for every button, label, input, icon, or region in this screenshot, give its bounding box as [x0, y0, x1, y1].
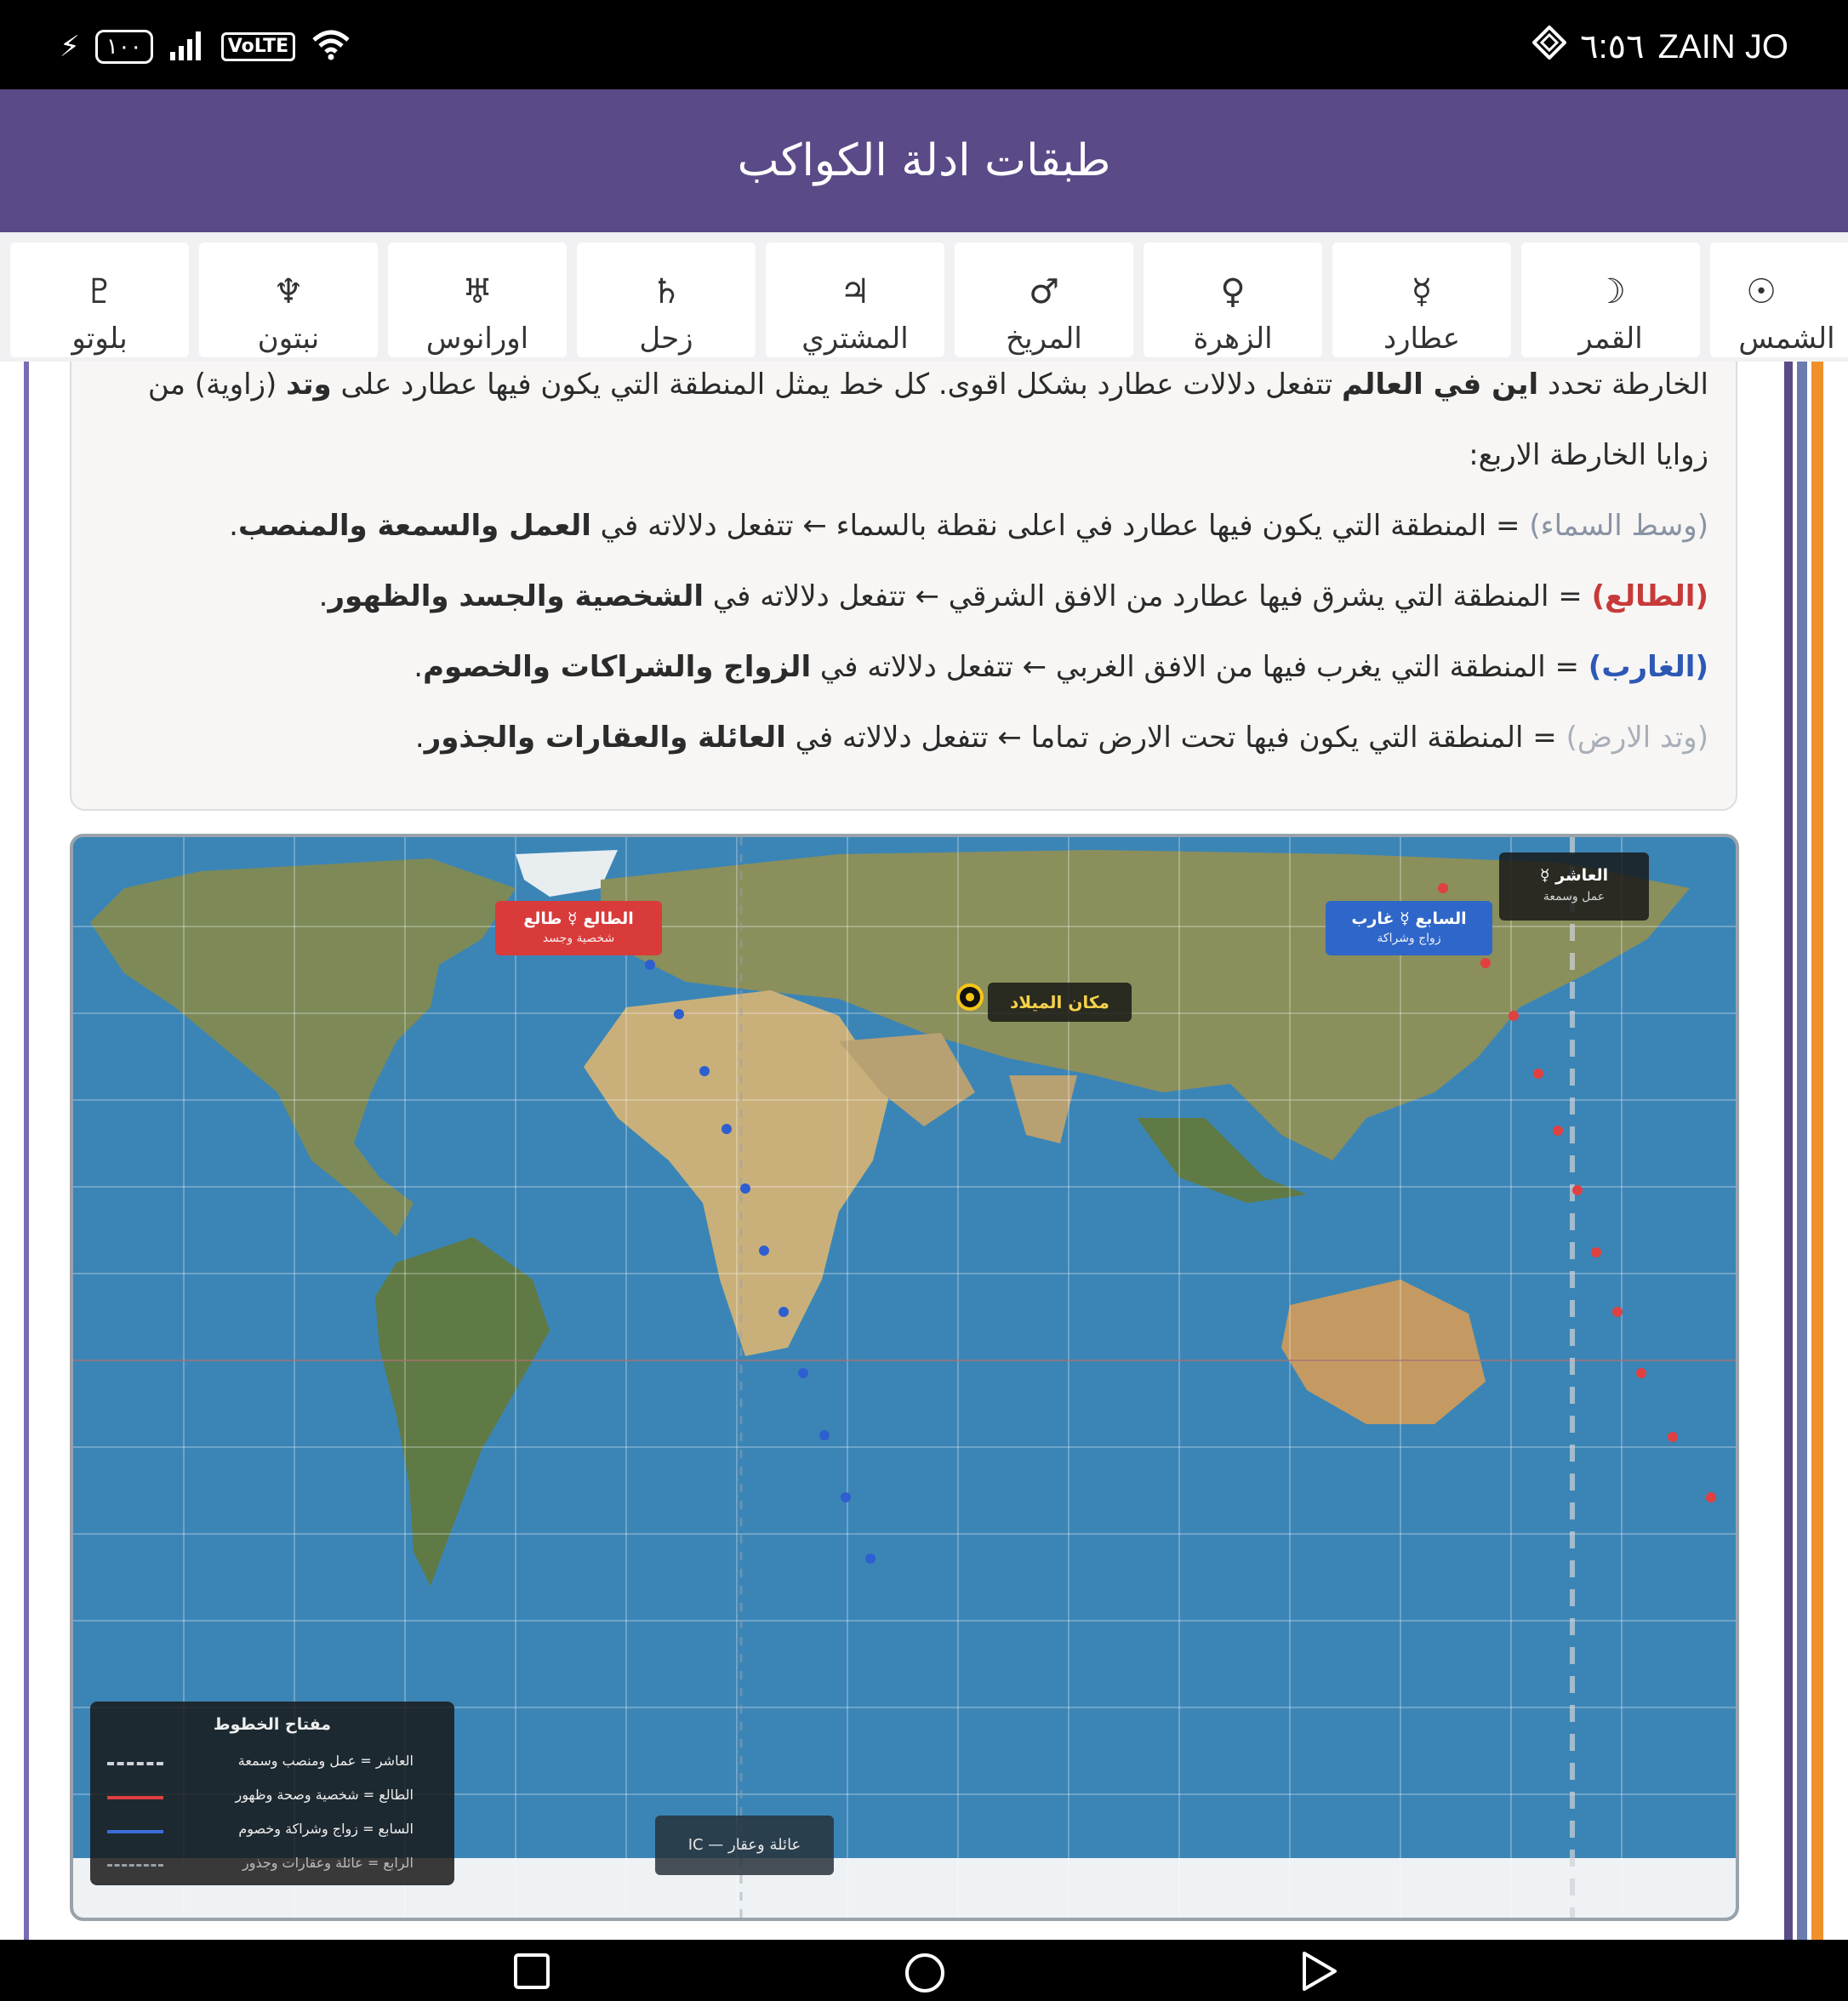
angle-key: (الغارب): [1588, 650, 1708, 684]
map-legend: [90, 1702, 454, 1885]
angle-end: .: [229, 509, 238, 543]
legend-text: الرابع = عائلة وعقارات وجذور: [242, 1855, 414, 1871]
legend-item: [107, 1853, 439, 1878]
tab-label: نبتون: [257, 322, 320, 356]
mc-line-label[interactable]: [1499, 852, 1649, 921]
page-title: طبقات ادلة الكواكب: [737, 135, 1111, 186]
mars-icon: ♂: [1029, 272, 1059, 311]
tab-neptune[interactable]: [199, 242, 378, 357]
status-bar: [0, 0, 1848, 89]
angle-key: (وسط السماء): [1529, 509, 1708, 543]
tab-mercury[interactable]: [1332, 242, 1511, 357]
planet-tab-bar[interactable]: [0, 232, 1848, 362]
carrier-name: ZAIN JO: [1657, 27, 1788, 66]
legend-item: [107, 1785, 439, 1810]
tab-venus[interactable]: [1144, 242, 1322, 357]
angle-desc: = المنطقة التي يكون فيها عطارد في اعلى نقطة بالسماء ← تتفعل دلالاته في: [590, 509, 1530, 543]
charging-icon: ⚡: [60, 30, 80, 64]
intro-text: الخارطة تحدد: [1538, 368, 1708, 402]
nfc-icon: [1532, 26, 1566, 68]
tab-label: زحل: [639, 322, 693, 356]
content-scroll-area[interactable]: [0, 362, 1848, 1940]
planet-color-rail: [1811, 362, 1823, 1940]
uranus-icon: ♅: [462, 272, 493, 311]
angle-desc: = المنطقة التي يكون فيها تحت الارض تماما ← تتفعل دلالاته في: [785, 721, 1566, 755]
tab-label: المريخ: [1006, 322, 1082, 356]
legend-text: الطالع = شخصية وصحة وظهور: [235, 1787, 414, 1803]
angle-end: .: [414, 721, 425, 755]
dsc-line-label[interactable]: [1326, 901, 1492, 955]
tab-sun[interactable]: [1710, 242, 1848, 357]
system-nav-bar: [0, 1940, 1848, 2001]
intro-bold: وتد: [286, 368, 332, 402]
asc-label-title: الطالع ☿ طالع: [523, 909, 634, 928]
tab-label: الشمس: [1738, 322, 1835, 356]
angle-key: (وتد الارض): [1566, 721, 1708, 755]
tab-jupiter[interactable]: [766, 242, 944, 357]
status-right: [1532, 26, 1788, 68]
intro-text: تتفعل دلالات عطارد بشكل اقوى. كل خط يمثل المنطقة التي يكون فيها عطارد على: [331, 368, 1342, 402]
legend-title: مفتاح الخطوط: [213, 1715, 332, 1734]
status-left-icons: [60, 26, 351, 68]
left-accent-rail: [24, 362, 29, 1940]
explanation-card: [70, 362, 1737, 811]
angle-end: .: [318, 579, 328, 613]
angle-themes: العمل والسمعة والمنصب: [237, 509, 591, 543]
angle-desc: = المنطقة التي يشرق فيها عطارد من الافق الشرقي ← تتفعل دلالاته في: [704, 579, 1592, 613]
birthplace-marker-dot: [966, 993, 974, 1001]
legend-swatch: [107, 1762, 163, 1769]
clock: ٦:٥٦: [1580, 28, 1645, 66]
recents-button[interactable]: [510, 1950, 553, 1992]
angle-ic: [415, 721, 1708, 755]
angle-asc: [319, 579, 1708, 613]
neptune-icon: ♆: [273, 272, 304, 311]
angle-mc: [229, 509, 1708, 543]
venus-icon: ♀: [1220, 272, 1246, 311]
battery-indicator: ١٠٠: [95, 30, 153, 64]
volte-badge: VoLTE: [221, 32, 295, 61]
tab-label: عطارد: [1383, 322, 1461, 356]
intro-line-1: [148, 368, 1708, 402]
home-button[interactable]: [902, 1950, 948, 1996]
jupiter-icon: ♃: [840, 272, 870, 311]
astro-map[interactable]: [70, 834, 1739, 1921]
pluto-icon: ♇: [84, 272, 115, 311]
tab-pluto[interactable]: [10, 242, 189, 357]
mc-label-sub: عمل وسمعة: [1543, 890, 1606, 904]
tab-label: اورانوس: [425, 322, 529, 356]
angle-themes: العائلة والعقارات والجذور: [424, 721, 786, 755]
legend-text: السابع = زواج وشراكة وخصوم: [238, 1821, 414, 1837]
legend-swatch: [107, 1864, 163, 1868]
back-button[interactable]: [1298, 1950, 1340, 1992]
sun-icon: ☉: [1746, 272, 1777, 311]
ic-line-label[interactable]: IC — عائلة وعقار: [655, 1816, 834, 1875]
birthplace-label: مكان الميلاد: [988, 983, 1132, 1022]
angle-key: (الطالع): [1591, 579, 1708, 613]
asc-label-sub: شخصية وجسد: [542, 932, 615, 945]
intro-text: (زاوية) من: [147, 368, 287, 402]
app-header: [0, 89, 1848, 232]
mercury-icon: ☿: [1411, 272, 1433, 311]
intro-line-2: زوايا الخارطة الاربع:: [1469, 438, 1708, 472]
wifi-icon: [311, 28, 351, 66]
tab-mars[interactable]: [955, 242, 1133, 357]
mc-label-title: العاشر ☿: [1539, 866, 1609, 885]
angle-themes: الزواج والشراكات والخصوم: [423, 650, 812, 684]
tab-label: بلوتو: [71, 322, 128, 356]
angle-dsc: [414, 650, 1708, 684]
tab-label: المشتري: [801, 322, 909, 356]
asc-line-label[interactable]: [495, 901, 662, 955]
tab-saturn[interactable]: [577, 242, 756, 357]
planet-color-rail: [1784, 362, 1793, 1940]
dsc-label-sub: زواج وشراكة: [1377, 932, 1441, 945]
planet-color-rail: [1797, 362, 1807, 1940]
tab-moon[interactable]: [1521, 242, 1700, 357]
intro-bold: اين في العالم: [1341, 368, 1539, 402]
legend-swatch: [107, 1796, 163, 1799]
legend-item: [107, 1819, 439, 1844]
legend-swatch: [107, 1830, 163, 1833]
angle-themes: الشخصية والجسد والظهور: [328, 579, 704, 613]
tab-label: الزهرة: [1193, 322, 1273, 356]
saturn-icon: ♄: [651, 272, 682, 311]
angle-end: .: [414, 650, 424, 684]
legend-item: [107, 1751, 439, 1776]
legend-text: العاشر = عمل ومنصب وسمعة: [237, 1753, 414, 1769]
angle-desc: = المنطقة التي يغرب فيها من الافق الغربي ← تتفعل دلالاته في: [811, 650, 1588, 684]
signal-icon: [168, 30, 206, 64]
dsc-label-title: السابع ☿ غارب: [1351, 909, 1467, 928]
tab-uranus[interactable]: [388, 242, 567, 357]
moon-icon: ☽: [1595, 272, 1626, 311]
tab-label: القمر: [1578, 322, 1643, 356]
